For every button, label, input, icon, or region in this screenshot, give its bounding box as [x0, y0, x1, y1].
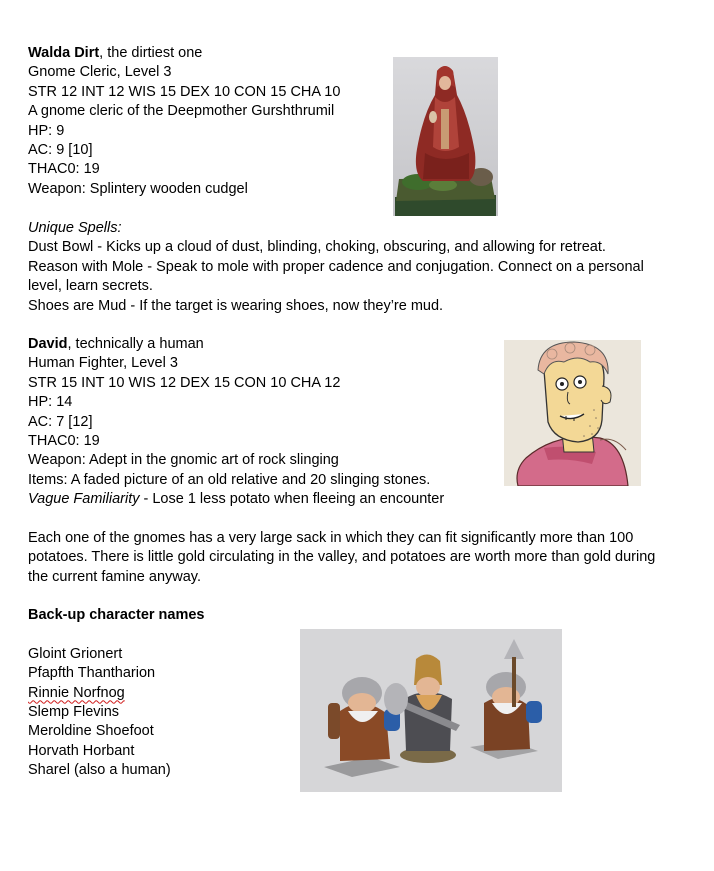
- backup-heading: [28, 606, 205, 625]
- backup-name-6: Horvath Horbant: [28, 742, 135, 759]
- walda-class: Gnome Cleric, Level 3: [28, 64, 172, 81]
- david-weapon: Weapon: Adept in the gnomic art of rock slinging: [28, 452, 339, 469]
- walda-ac: AC: 9 [10]: [28, 142, 93, 159]
- backup-name-7: Sharel (also a human): [28, 762, 171, 779]
- backup-name-4: Slemp Flevins: [28, 704, 120, 721]
- walda-description: A gnome cleric of the Deepmother Gurshthrumil: [28, 103, 335, 120]
- david-class: Human Fighter, Level 3: [28, 355, 178, 372]
- spell-shoes-are-mud: Shoes are Mud - If the target is wearing shoes, now they’re mud.: [28, 297, 444, 314]
- walda-section: [28, 44, 340, 199]
- gnome-miniatures-photo: [300, 629, 562, 792]
- spells-section: [28, 219, 658, 316]
- walda-epithet: , the dirtiest one: [99, 45, 203, 61]
- spacer: [28, 625, 205, 644]
- backup-heading-text: Back-up character names: [28, 607, 205, 623]
- david-feat: [28, 490, 444, 509]
- david-hp: HP: 14: [28, 394, 73, 411]
- backup-name-3: Rinnie Norfnog: [28, 684, 125, 701]
- spells-heading: Unique Spells:: [28, 220, 122, 236]
- spell-dust-bowl: Dust Bowl - Kicks up a cloud of dust, blinding, choking, obscuring, and allowing for retreat.: [28, 239, 606, 256]
- david-name: David: [28, 336, 68, 352]
- walda-hp: HP: 9: [28, 122, 65, 139]
- backup-name-2: Pfapfth Thantharion: [28, 665, 156, 682]
- sack-paragraph: Each one of the gnomes has a very large sack in which they can fit significantly more than 100 potatoes. There is little gold circulating in the valley, and potatoes are worth more than gold during the current famine anyway.: [28, 530, 656, 585]
- david-feat-desc: - Lose 1 less potato when fleeing an encounter: [139, 491, 445, 508]
- david-ac: AC: 7 [12]: [28, 413, 93, 430]
- walda-miniature-photo: [393, 57, 498, 216]
- backup-name-5: Meroldine Shoefoot: [28, 723, 154, 740]
- walda-thac0: THAC0: 19: [28, 161, 100, 178]
- david-title: [28, 335, 444, 354]
- david-stats: STR 15 INT 10 WIS 12 DEX 15 CON 10 CHA 12: [28, 374, 341, 391]
- backup-name-1: Gloint Grionert: [28, 645, 123, 662]
- backup-names-section: [28, 606, 205, 781]
- david-feat-name: Vague Familiarity: [28, 491, 140, 508]
- david-items: Items: A faded picture of an old relative and 20 slinging stones.: [28, 471, 431, 488]
- walda-weapon: Weapon: Splintery wooden cudgel: [28, 180, 248, 197]
- david-section: [28, 335, 444, 510]
- david-portrait-drawing: [504, 340, 641, 486]
- david-epithet: , technically a human: [67, 336, 204, 352]
- walda-stats: STR 12 INT 12 WIS 15 DEX 10 CON 15 CHA 10: [28, 83, 341, 100]
- walda-title: [28, 44, 340, 63]
- walda-name: Walda Dirt: [28, 45, 100, 61]
- spell-reason-with-mole: Reason with Mole - Speak to mole with proper cadence and conjugation. Connect on a personal level, learn secrets.: [28, 258, 644, 295]
- david-thac0: THAC0: 19: [28, 433, 100, 450]
